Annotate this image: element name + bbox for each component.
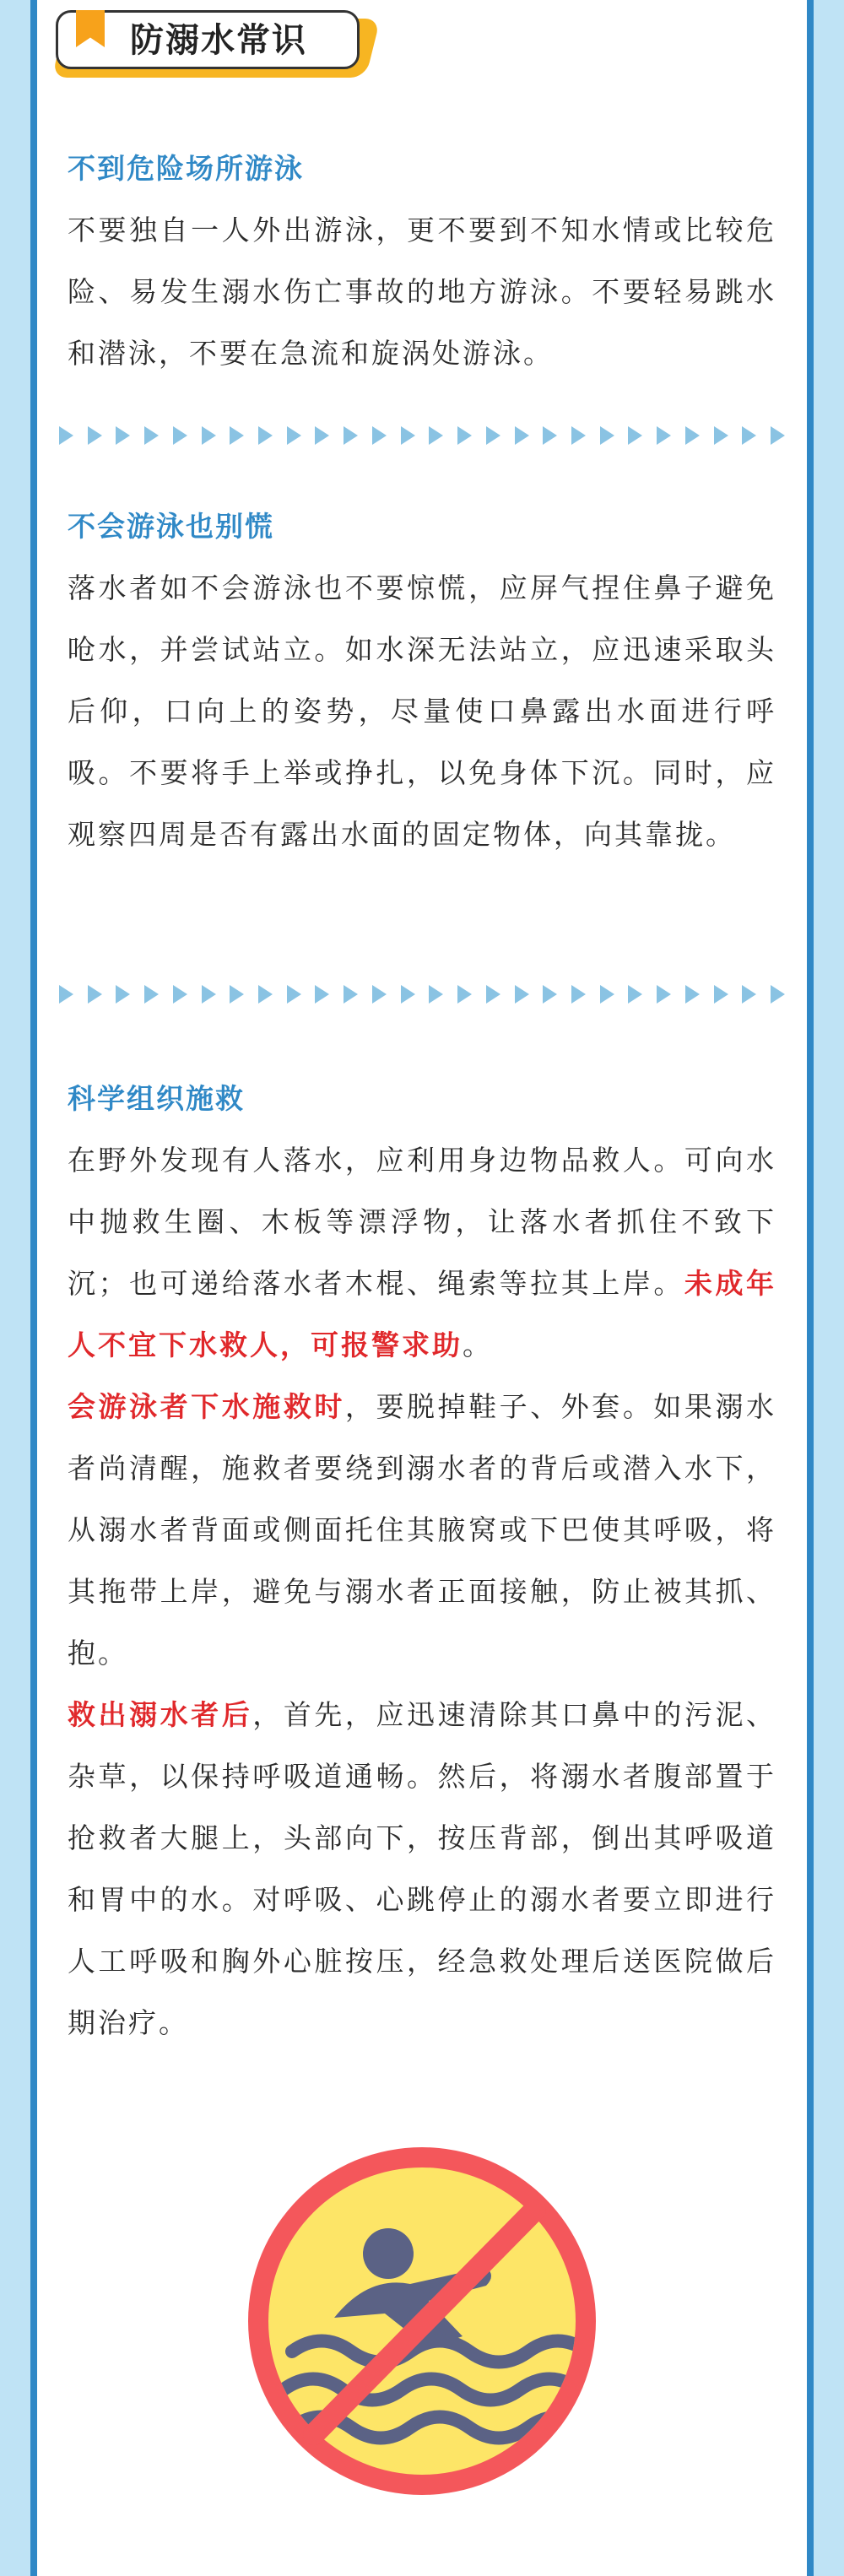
divider-arrow-icon [116, 985, 130, 1004]
divider-arrow-icon [372, 426, 387, 445]
divider-arrow-icon [742, 426, 756, 445]
warning-text: 救出溺水者后 [68, 1698, 253, 1731]
divider-arrow-icon [88, 426, 102, 445]
divider-arrow-icon [401, 426, 415, 445]
divider-arrow-icon [685, 426, 700, 445]
page-title: 防溺水常识 [130, 21, 307, 60]
divider-arrow-icon [742, 985, 756, 1004]
section-rescue [68, 1080, 776, 2054]
divider-arrow-icon [543, 426, 557, 445]
divider [59, 425, 785, 446]
divider-arrow-icon [144, 426, 159, 445]
divider-arrow-icon [657, 426, 671, 445]
divider-arrow-icon [714, 426, 728, 445]
warning-text: 会游泳者下水施救时 [68, 1390, 345, 1423]
left-border [0, 0, 37, 2576]
section-dont-panic [68, 508, 776, 865]
divider-arrow-icon [344, 426, 358, 445]
divider-arrow-icon [571, 426, 586, 445]
divider-arrow-icon [543, 985, 557, 1004]
divider-arrow-icon [628, 426, 642, 445]
divider-arrow-icon [515, 985, 529, 1004]
divider-arrow-icon [287, 426, 301, 445]
divider [59, 984, 785, 1004]
divider-arrow-icon [173, 426, 187, 445]
divider-arrow-icon [515, 426, 529, 445]
section-title: 不到危险场所游泳 [68, 152, 304, 185]
divider-arrow-icon [486, 426, 500, 445]
divider-arrow-icon [144, 985, 159, 1004]
paragraph-text: ，要脱掉鞋子、外套。如果溺水者尚清醒，施救者要绕到溺水者的背后或潜入水下，从溺水者背面或侧面托住其腋窝或下巴使其呼吸，将其拖带上岸，避免与溺水者正面接触，防止被其抓、抱。 [68, 1390, 777, 1670]
divider-arrow-icon [116, 426, 130, 445]
warning-text: 未成年人不宜下水救人，可报警求助 [68, 1267, 777, 1361]
divider-arrow-icon [771, 426, 785, 445]
divider-arrow-icon [372, 985, 387, 1004]
paragraph-text: ，首先，应迅速清除其口鼻中的污泥、杂草，以保持呼吸道通畅。然后，将溺水者腹部置于抢救者大腿上，头部向下，按压背部，倒出其呼吸道和胃中的水。对呼吸、心跳停止的溺水者要立即进行人工呼吸和胸外心脏按压，经急救处理后送医院做后期治疗。 [68, 1698, 777, 2039]
divider-arrow-icon [457, 426, 472, 445]
divider-arrow-icon [315, 985, 329, 1004]
divider-arrow-icon [486, 985, 500, 1004]
divider-arrow-icon [657, 985, 671, 1004]
divider-arrow-icon [771, 985, 785, 1004]
paragraph-text: 。 [463, 1329, 493, 1361]
divider-arrow-icon [202, 985, 216, 1004]
divider-arrow-icon [401, 985, 415, 1004]
no-swimming-icon [241, 2140, 603, 2502]
divider-arrow-icon [714, 985, 728, 1004]
divider-arrow-icon [59, 985, 73, 1004]
section-danger-places [68, 150, 776, 384]
divider-arrow-icon [457, 985, 472, 1004]
divider-arrow-icon [59, 426, 73, 445]
divider-arrow-icon [429, 426, 443, 445]
divider-arrow-icon [230, 426, 244, 445]
section-body: 落水者如不会游泳也不要惊慌，应屏气捏住鼻子避免呛水，并尝试站立。如水深无法站立，应迅速采取头后仰，口向上的姿势，尽量使口鼻露出水面进行呼吸。不要将手上举或挣扎，以免身体下沉。同时，应观察四周是否有露出水面的固定物体，向其靠拢。 [68, 571, 776, 851]
divider-arrow-icon [600, 985, 614, 1004]
article [37, 0, 807, 2576]
divider-arrow-icon [315, 426, 329, 445]
divider-arrow-icon [173, 985, 187, 1004]
divider-arrow-icon [230, 985, 244, 1004]
divider-arrow-icon [88, 985, 102, 1004]
divider-arrow-icon [202, 426, 216, 445]
divider-arrow-icon [571, 985, 586, 1004]
rescue-paragraph-2 [68, 1376, 776, 1684]
section-title: 科学组织施救 [68, 1082, 245, 1115]
divider-arrow-icon [287, 985, 301, 1004]
divider-arrow-icon [685, 985, 700, 1004]
divider-arrow-icon [344, 985, 358, 1004]
divider-arrow-icon [600, 426, 614, 445]
divider-arrow-icon [429, 985, 443, 1004]
divider-arrow-icon [628, 985, 642, 1004]
section-title: 不会游泳也别慌 [68, 510, 274, 543]
section-body: 不要独自一人外出游泳，更不要到不知水情或比较危险、易发生溺水伤亡事故的地方游泳。不要轻易跳水和潜泳，不要在急流和旋涡处游泳。 [68, 214, 776, 370]
paragraph-text: 在野外发现有人落水，应利用身边物品救人。可向水中抛救生圈、木板等漂浮物，让落水者抓住不致下沉；也可递给落水者木棍、绳索等拉其上岸。 [68, 1144, 776, 1300]
rescue-paragraph-3 [68, 1684, 776, 2054]
right-border [807, 0, 844, 2576]
rescue-paragraph-1 [68, 1129, 776, 1376]
divider-arrow-icon [258, 426, 273, 445]
divider-arrow-icon [258, 985, 273, 1004]
